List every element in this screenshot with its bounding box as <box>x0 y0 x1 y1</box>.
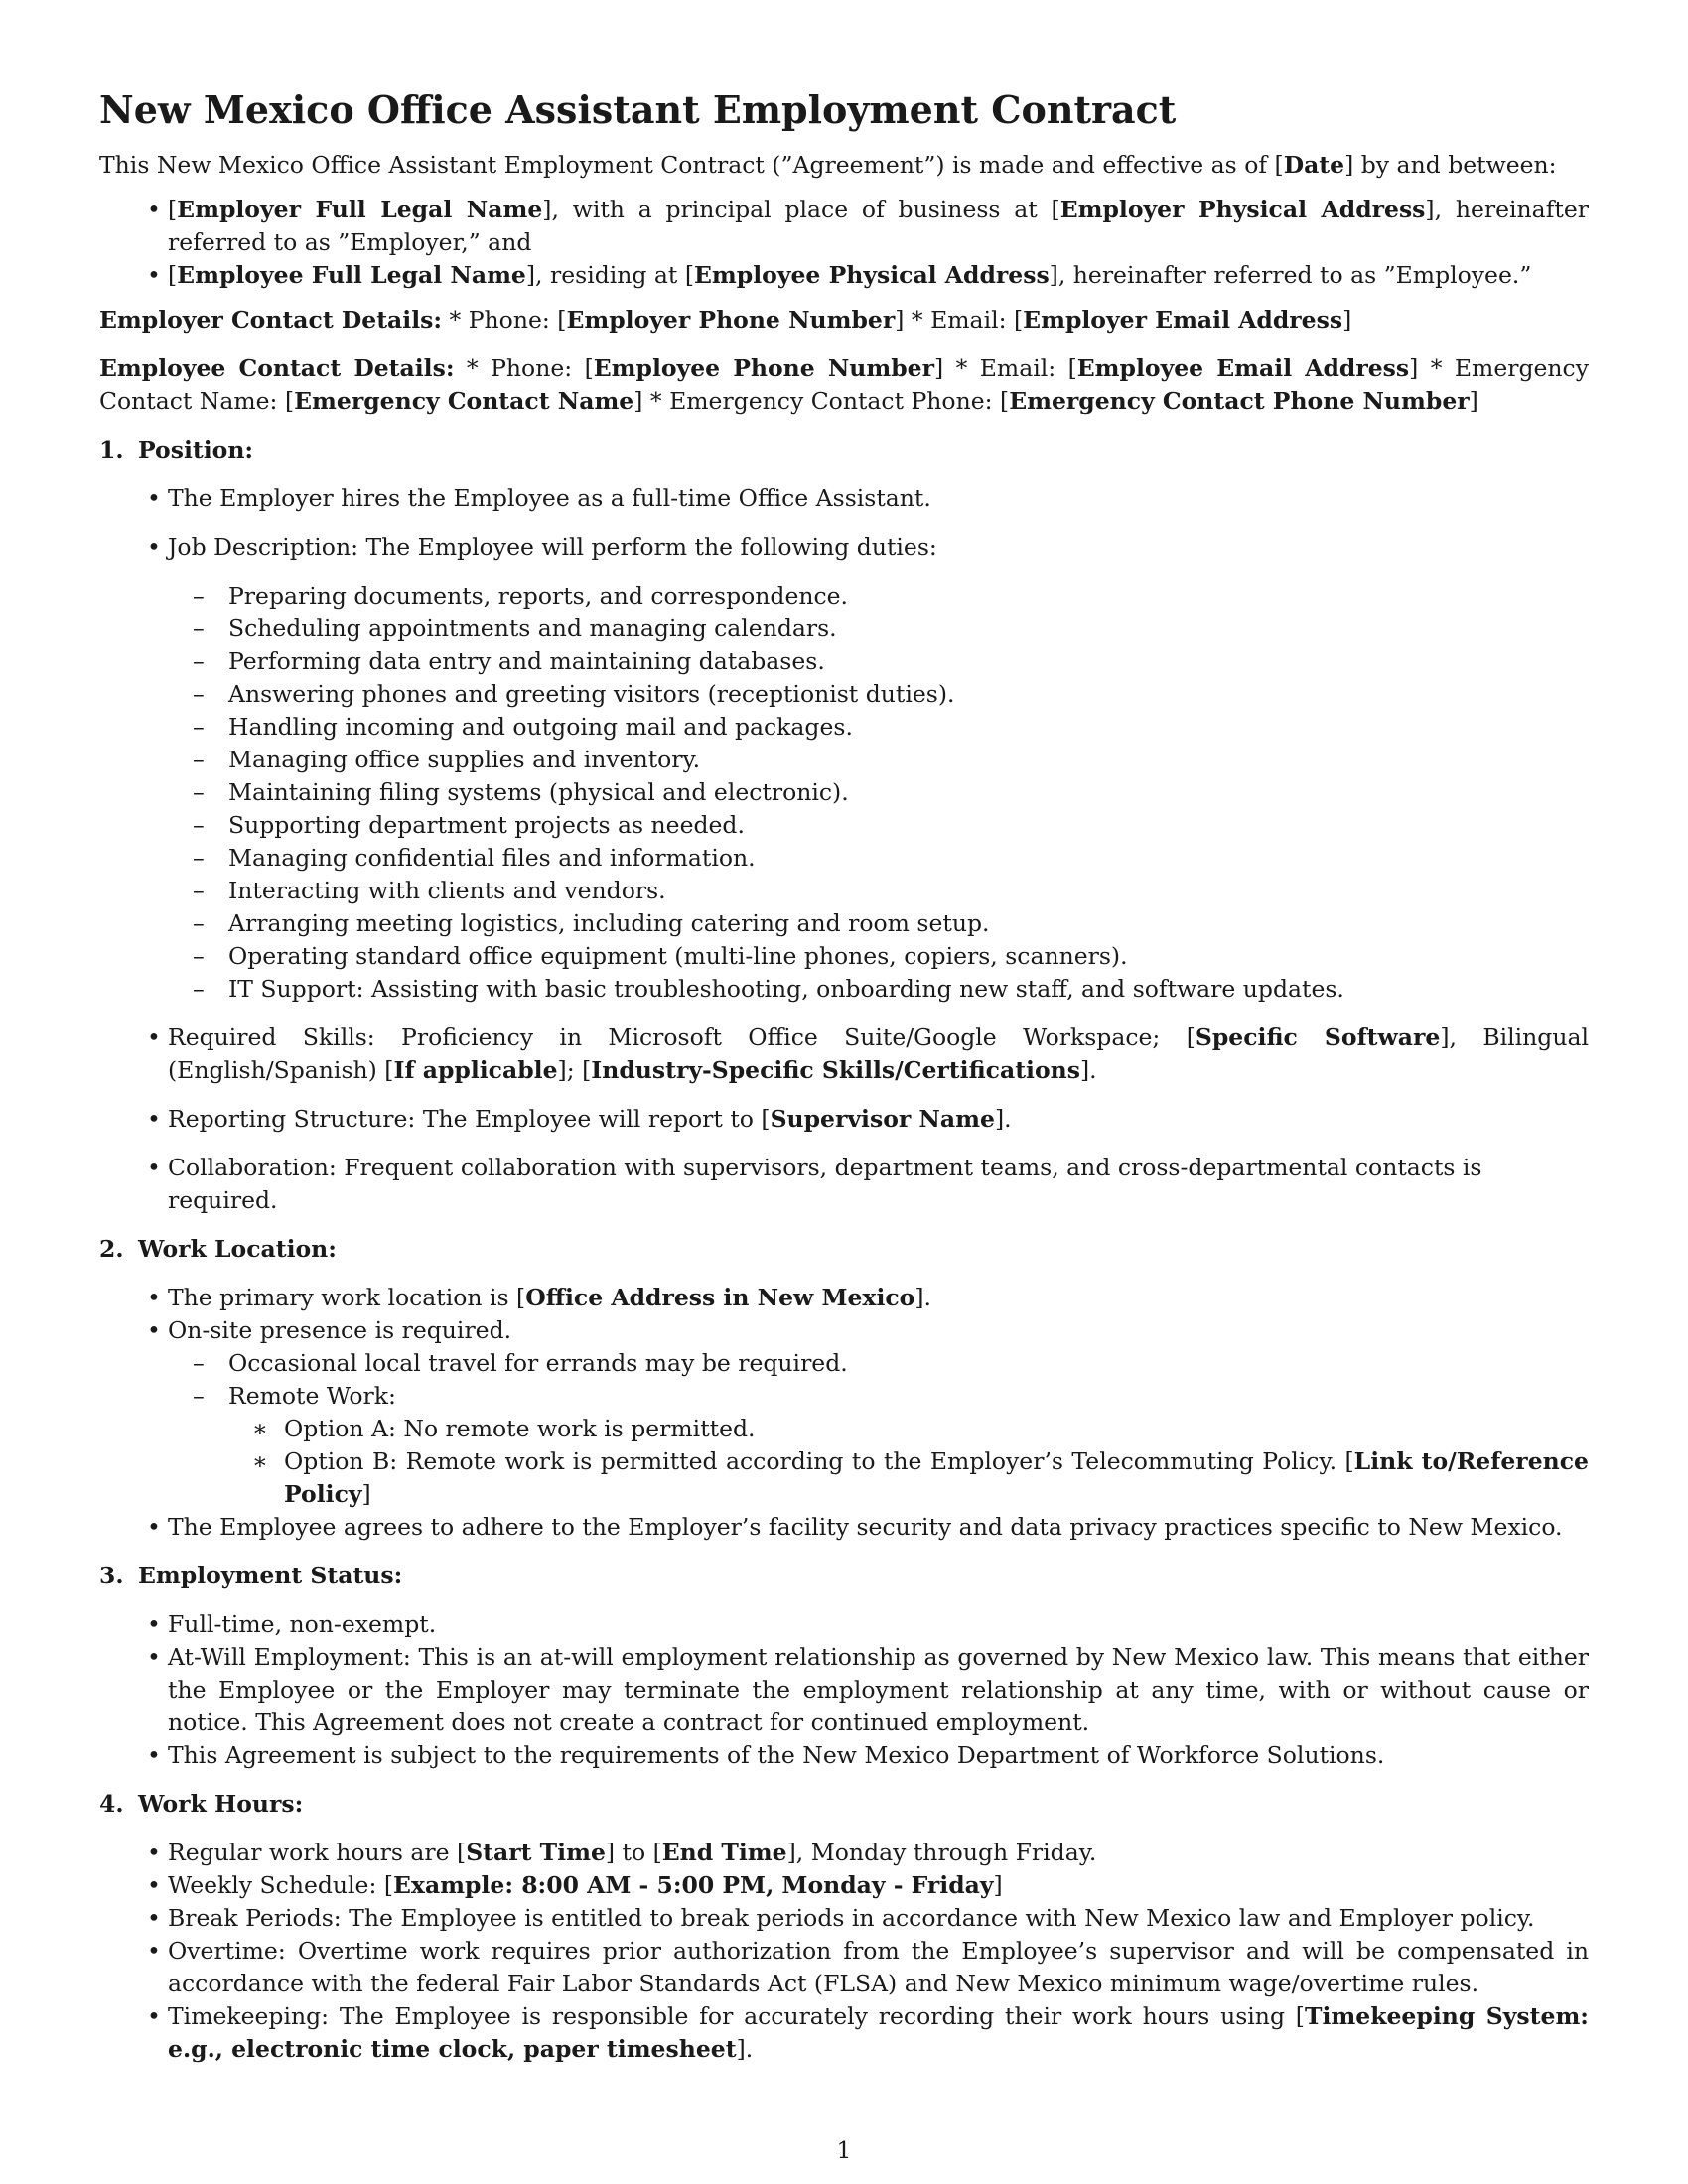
section-heading: 4. Work Hours: <box>99 1790 304 1818</box>
section-work-hours <box>99 1788 1589 2066</box>
list-item: • The Employee agrees to adhere to the Employer’s facility security and data privacy practices specific to New Mexico. <box>99 1511 1589 1544</box>
list-item: • On-site presence is required. – Occasional local travel for errands may be required. – Remote Work: ∗ Option A: No remote work is permitted. ∗ Option B: Remote work is permitted according to the Employer’s Telecommuting Policy. [Link to/Reference Policy] <box>99 1314 1589 1511</box>
software-placeholder: Specific Software <box>1195 1024 1441 1051</box>
list-item: • Job Description: The Employee will perform the following duties: – Preparing documents, reports, and correspondence. – Scheduling appointments and managing calendars. – Performing data entry and maintaining databases. – Answering phones and greeting visitors (receptionist duties). – Handling incoming and outgoing mail and packages. – Managing office supplies and inventory. – Maintaining filing systems (physical and electronic). – Supporting department projects as needed. – Managing confidential files and information. – Interacting with clients and vendors. – Arranging meeting logistics, including catering and room setup. – Operating standard office equipment (multi-line phones, copiers, scanners). – IT Support: Assisting with basic troubleshooting, onboarding new staff, and software updates. <box>99 531 1589 1006</box>
employer-contact-label: Employer Contact Details: <box>99 306 443 334</box>
list-item: • At-Will Employment: This is an at-will employment relationship as governed by New Mexico law. This means that either the Employee or the Employer may terminate the employment relationship at any time, with or without cause or notice. This Agreement does not create a contract for continued employment. <box>99 1641 1589 1739</box>
list-item: • Overtime: Overtime work requires prior authorization from the Employee’s supervisor and will be compensated in accordance with the federal Fair Labor Standards Act (FLSA) and New Mexico minimum wage/overtime rules. <box>99 1935 1589 2000</box>
duty-item: – Preparing documents, reports, and correspondence. <box>163 580 1589 613</box>
duty-item: – Managing office supplies and inventory. <box>163 744 1589 776</box>
employee-contact-label: Employee Contact Details: <box>99 354 455 382</box>
list-item: • Full-time, non-exempt. <box>99 1608 1589 1641</box>
duty-item: – Performing data entry and maintaining databases. <box>163 645 1589 678</box>
remote-options-list <box>228 1413 1589 1511</box>
list-item: • The Employer hires the Employee as a full-time Office Assistant. <box>99 482 1589 515</box>
sub-item: – Remote Work: ∗ Option A: No remote work is permitted. ∗ Option B: Remote work is permitted according to the Employer’s Telecommuting Policy. [Link to/Reference Policy] <box>163 1380 1589 1511</box>
duty-item: – IT Support: Assisting with basic troubleshooting, onboarding new staff, and software updates. <box>163 973 1589 1006</box>
office-address-placeholder: Office Address in New Mexico <box>525 1284 915 1311</box>
duty-item: – Supporting department projects as needed. <box>163 809 1589 842</box>
duty-item: – Arranging meeting logistics, including catering and room setup. <box>163 907 1589 940</box>
list-item: • Weekly Schedule: [Example: 8:00 AM - 5:00 PM, Monday - Friday] <box>99 1869 1589 1902</box>
page-number: 1 <box>836 2136 852 2164</box>
duty-item: – Handling incoming and outgoing mail and packages. <box>163 711 1589 744</box>
employer-address-placeholder: Employer Physical Address <box>1059 196 1426 223</box>
duty-item: – Operating standard office equipment (multi-line phones, copiers, scanners). <box>163 940 1589 973</box>
document-title: New Mexico Office Assistant Employment Contract <box>99 87 1177 132</box>
intro-text-end: ] by and between: <box>1344 151 1557 179</box>
date-placeholder: Date <box>1283 151 1345 179</box>
duty-item: – Answering phones and greeting visitors (receptionist duties). <box>163 678 1589 711</box>
list-item: • Collaboration: Frequent collaboration with supervisors, department teams, and cross-departmental contacts is required. <box>99 1152 1589 1217</box>
remote-option: ∗ Option A: No remote work is permitted. <box>228 1413 1589 1445</box>
position-list <box>99 482 1589 1217</box>
list-item: • Regular work hours are [Start Time] to [End Time], Monday through Friday. <box>99 1837 1589 1869</box>
employee-name-placeholder: Employee Full Legal Name <box>177 261 526 289</box>
supervisor-placeholder: Supervisor Name <box>770 1105 995 1133</box>
employer-email-placeholder: Employer Email Address <box>1023 306 1343 334</box>
hours-list <box>99 1837 1589 2066</box>
party-employee: • [Employee Full Legal Name], residing at [Employee Physical Address], hereinafter referred to as ”Employee.” <box>99 259 1589 292</box>
list-item: • Break Periods: The Employee is entitled to break periods in accordance with New Mexico law and Employer policy. <box>99 1902 1589 1935</box>
remote-option: ∗ Option B: Remote work is permitted according to the Employer’s Telecommuting Policy. [Link to/Reference Policy] <box>228 1445 1589 1511</box>
list-item: • The primary work location is [Office Address in New Mexico]. <box>99 1282 1589 1314</box>
onsite-sublist <box>163 1347 1589 1511</box>
party-employer: • [Employer Full Legal Name], with a principal place of business at [Employer Physical Address], hereinafter referred to as ”Employer,” and <box>99 194 1589 259</box>
section-heading: 3. Employment Status: <box>99 1562 403 1589</box>
emergency-phone-placeholder: Emergency Contact Phone Number <box>1009 387 1470 415</box>
list-item: • Timekeeping: The Employee is responsible for accurately recording their work hours using [Timekeeping System: e.g., electronic time clock, paper timesheet]. <box>99 2000 1589 2066</box>
status-list <box>99 1608 1589 1772</box>
duty-item: – Managing confidential files and information. <box>163 842 1589 875</box>
section-work-location <box>99 1233 1589 1544</box>
section-heading: 2. Work Location: <box>99 1235 337 1263</box>
employee-contact-details: Employee Contact Details: * Phone: [Employee Phone Number] * Email: [Employee Email Address] * Emergency Contact Name: [Emergency Contact Name] * Emergency Contact Phone: [Emergency Contact Phone Number] <box>99 354 1589 415</box>
section-heading: 1. Position: <box>99 436 254 464</box>
weekly-schedule-placeholder: Example: 8:00 AM - 5:00 PM, Monday - Friday <box>393 1871 994 1899</box>
end-time-placeholder: End Time <box>661 1839 787 1866</box>
policy-link-placeholder: Link to/Reference Policy <box>284 1447 1589 1508</box>
intro-paragraph <box>99 149 1589 182</box>
employee-address-placeholder: Employee Physical Address <box>694 261 1050 289</box>
duty-item: – Interacting with clients and vendors. <box>163 875 1589 907</box>
employer-name-placeholder: Employer Full Legal Name <box>177 196 543 223</box>
emergency-name-placeholder: Emergency Contact Name <box>294 387 634 415</box>
duty-item: – Maintaining filing systems (physical and electronic). <box>163 776 1589 809</box>
duty-item: – Scheduling appointments and managing calendars. <box>163 613 1589 645</box>
certifications-placeholder: Industry-Specific Skills/Certifications <box>591 1056 1080 1084</box>
intro-text: This New Mexico Office Assistant Employment Contract (”Agreement”) is made and effective as of [ <box>99 151 1284 179</box>
list-item: • Reporting Structure: The Employee will report to [Supervisor Name]. <box>99 1103 1589 1136</box>
timekeeping-placeholder: Timekeeping System: e.g., electronic time clock, paper timesheet <box>168 2002 1589 2063</box>
section-position <box>99 434 1589 1217</box>
list-item: • This Agreement is subject to the requirements of the New Mexico Department of Workforce Solutions. <box>99 1739 1589 1772</box>
list-item: • Required Skills: Proficiency in Microsoft Office Suite/Google Workspace; [Specific Software], Bilingual (English/Spanish) [If applicable]; [Industry-Specific Skills/Certifications]. <box>99 1022 1589 1087</box>
parties-list <box>99 194 1589 292</box>
applicable-placeholder: If applicable <box>393 1056 558 1084</box>
start-time-placeholder: Start Time <box>466 1839 606 1866</box>
section-employment-status <box>99 1560 1589 1772</box>
employee-email-placeholder: Employee Email Address <box>1076 354 1410 382</box>
employer-contact-details: Employer Contact Details: * Phone: [Employer Phone Number] * Email: [Employer Email Address] <box>99 306 1352 334</box>
location-list <box>99 1282 1589 1544</box>
employee-phone-placeholder: Employee Phone Number <box>593 354 935 382</box>
employer-phone-placeholder: Employer Phone Number <box>566 306 896 334</box>
duties-list <box>163 580 1589 1006</box>
sub-item: – Occasional local travel for errands may be required. <box>163 1347 1589 1380</box>
